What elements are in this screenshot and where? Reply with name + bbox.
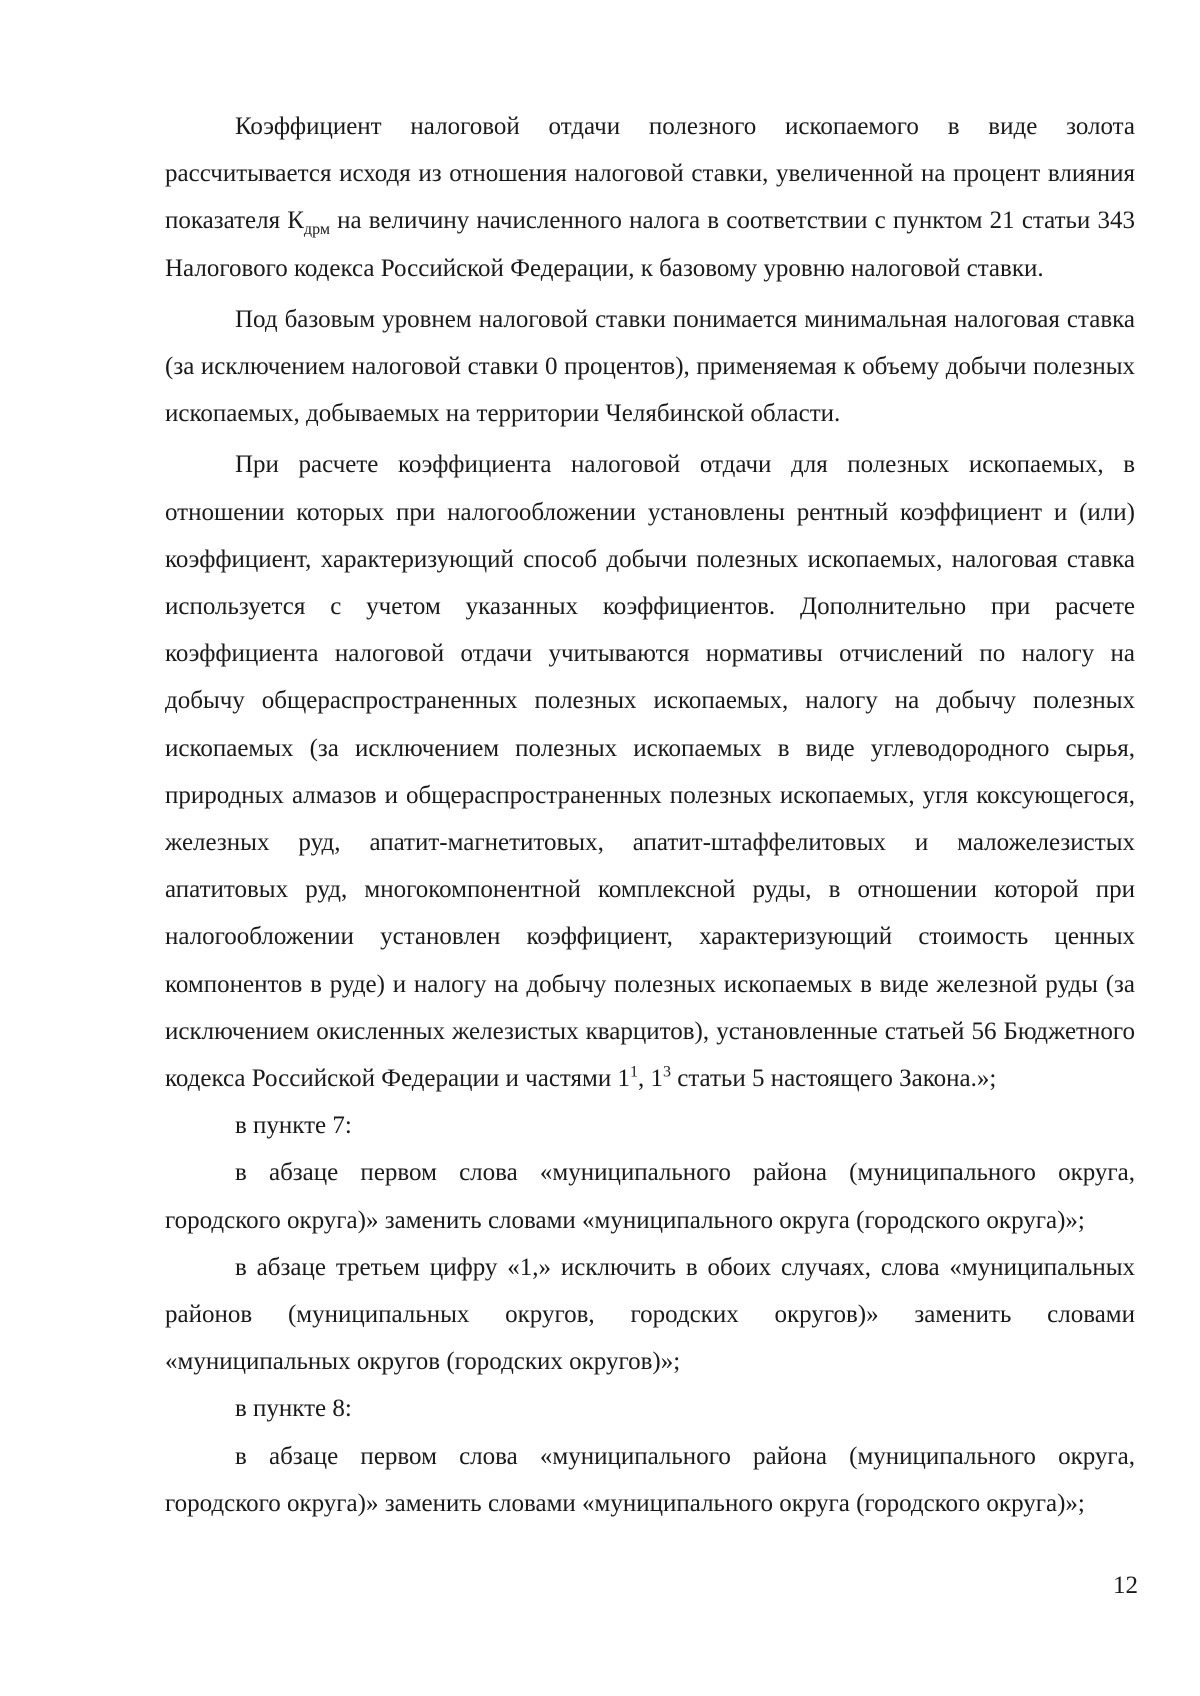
page-number: 12 <box>1113 1572 1138 1599</box>
document-body <box>165 103 1135 1527</box>
superscript-1: 1 <box>629 1063 638 1081</box>
paragraph-gold-coefficient <box>165 103 1135 292</box>
paragraph-point-7: в пункте 7: <box>235 1112 352 1140</box>
superscript-3: 3 <box>662 1063 671 1081</box>
paragraph-calculation-text-end: статьи 5 настоящего Закона.»; <box>670 1065 997 1093</box>
paragraph-point-7-third: в абзаце третьем цифру «1,» исключить в обоих случаях, слова «муниципальных районов (муниципальных округов, городских округов)» заменить словами «муниципальных округов (городских округов)»; <box>165 1253 1135 1376</box>
paragraph-calculation-mid: , 1 <box>637 1065 663 1093</box>
paragraph-point-7-first: в абзаце первом слова «муниципального района (муниципального округа, городского округа)» заменить словами «муниципального округа (городского округа)»; <box>165 1159 1135 1234</box>
subscript-drm: дрм <box>303 221 330 239</box>
paragraph-point-8-first: в абзаце первом слова «муниципального района (муниципального округа, городского округа)» заменить словами «муниципального округа (городского округа)»; <box>165 1442 1135 1517</box>
paragraph-gold-coefficient-text-end: на величину начисленного налога в соответствии с пунктом 21 статьи 343 Налогового кодекса Российской Федерации, к базовому уровню налоговой ставки. <box>165 207 1135 282</box>
paragraph-calculation-text: При расчете коэффициента налоговой отдачи для полезных ископаемых, в отношении которых при налогообложении установлены рентный коэффициент и (или) коэффициент, характеризующий способ добычи полезных ископаемых, налоговая ставка используется с учетом указанных коэффициентов. Дополнительно при расчете коэффициента налоговой отдачи учитываются нормативы отчислений по налогу на добычу общераспространенных полезных ископаемых, налогу на добычу полезных ископаемых (за исключением полезных ископаемых в виде углеводородного сырья, природных алмазов и общераспространенных полезных ископаемых, угля коксующегося, железных руд, апатит-магнетитовых, апатит-штаффелитовых и маложелезистых апатитовых руд, многокомпонентной комплексной руды, в отношении которой при налогообложении установлен коэффициент, характеризующий стоимость ценных компонентов в руде) и налогу на добычу полезных ископаемых в виде железной руды (за исключением окисленных железистых кварцитов), установленные статьей 56 Бюджетного кодекса Российской Федерации и частями 1 <box>165 451 1135 1093</box>
paragraph-base-rate: Под базовым уровнем налоговой ставки понимается минимальная налоговая ставка (за исключением налоговой ставки 0 процентов), применяемая к объему добычи полезных ископаемых, добываемых на территории Челябинской области. <box>165 305 1135 428</box>
paragraph-gold-coefficient-text: Коэффициент налоговой отдачи полезного ископаемого в виде золота рассчитывается исходя из отношения налоговой ставки, увеличенной на процент влияния показателя К <box>165 113 1135 235</box>
paragraph-point-8: в пункте 8: <box>235 1395 352 1423</box>
paragraph-calculation <box>165 441 1135 1102</box>
